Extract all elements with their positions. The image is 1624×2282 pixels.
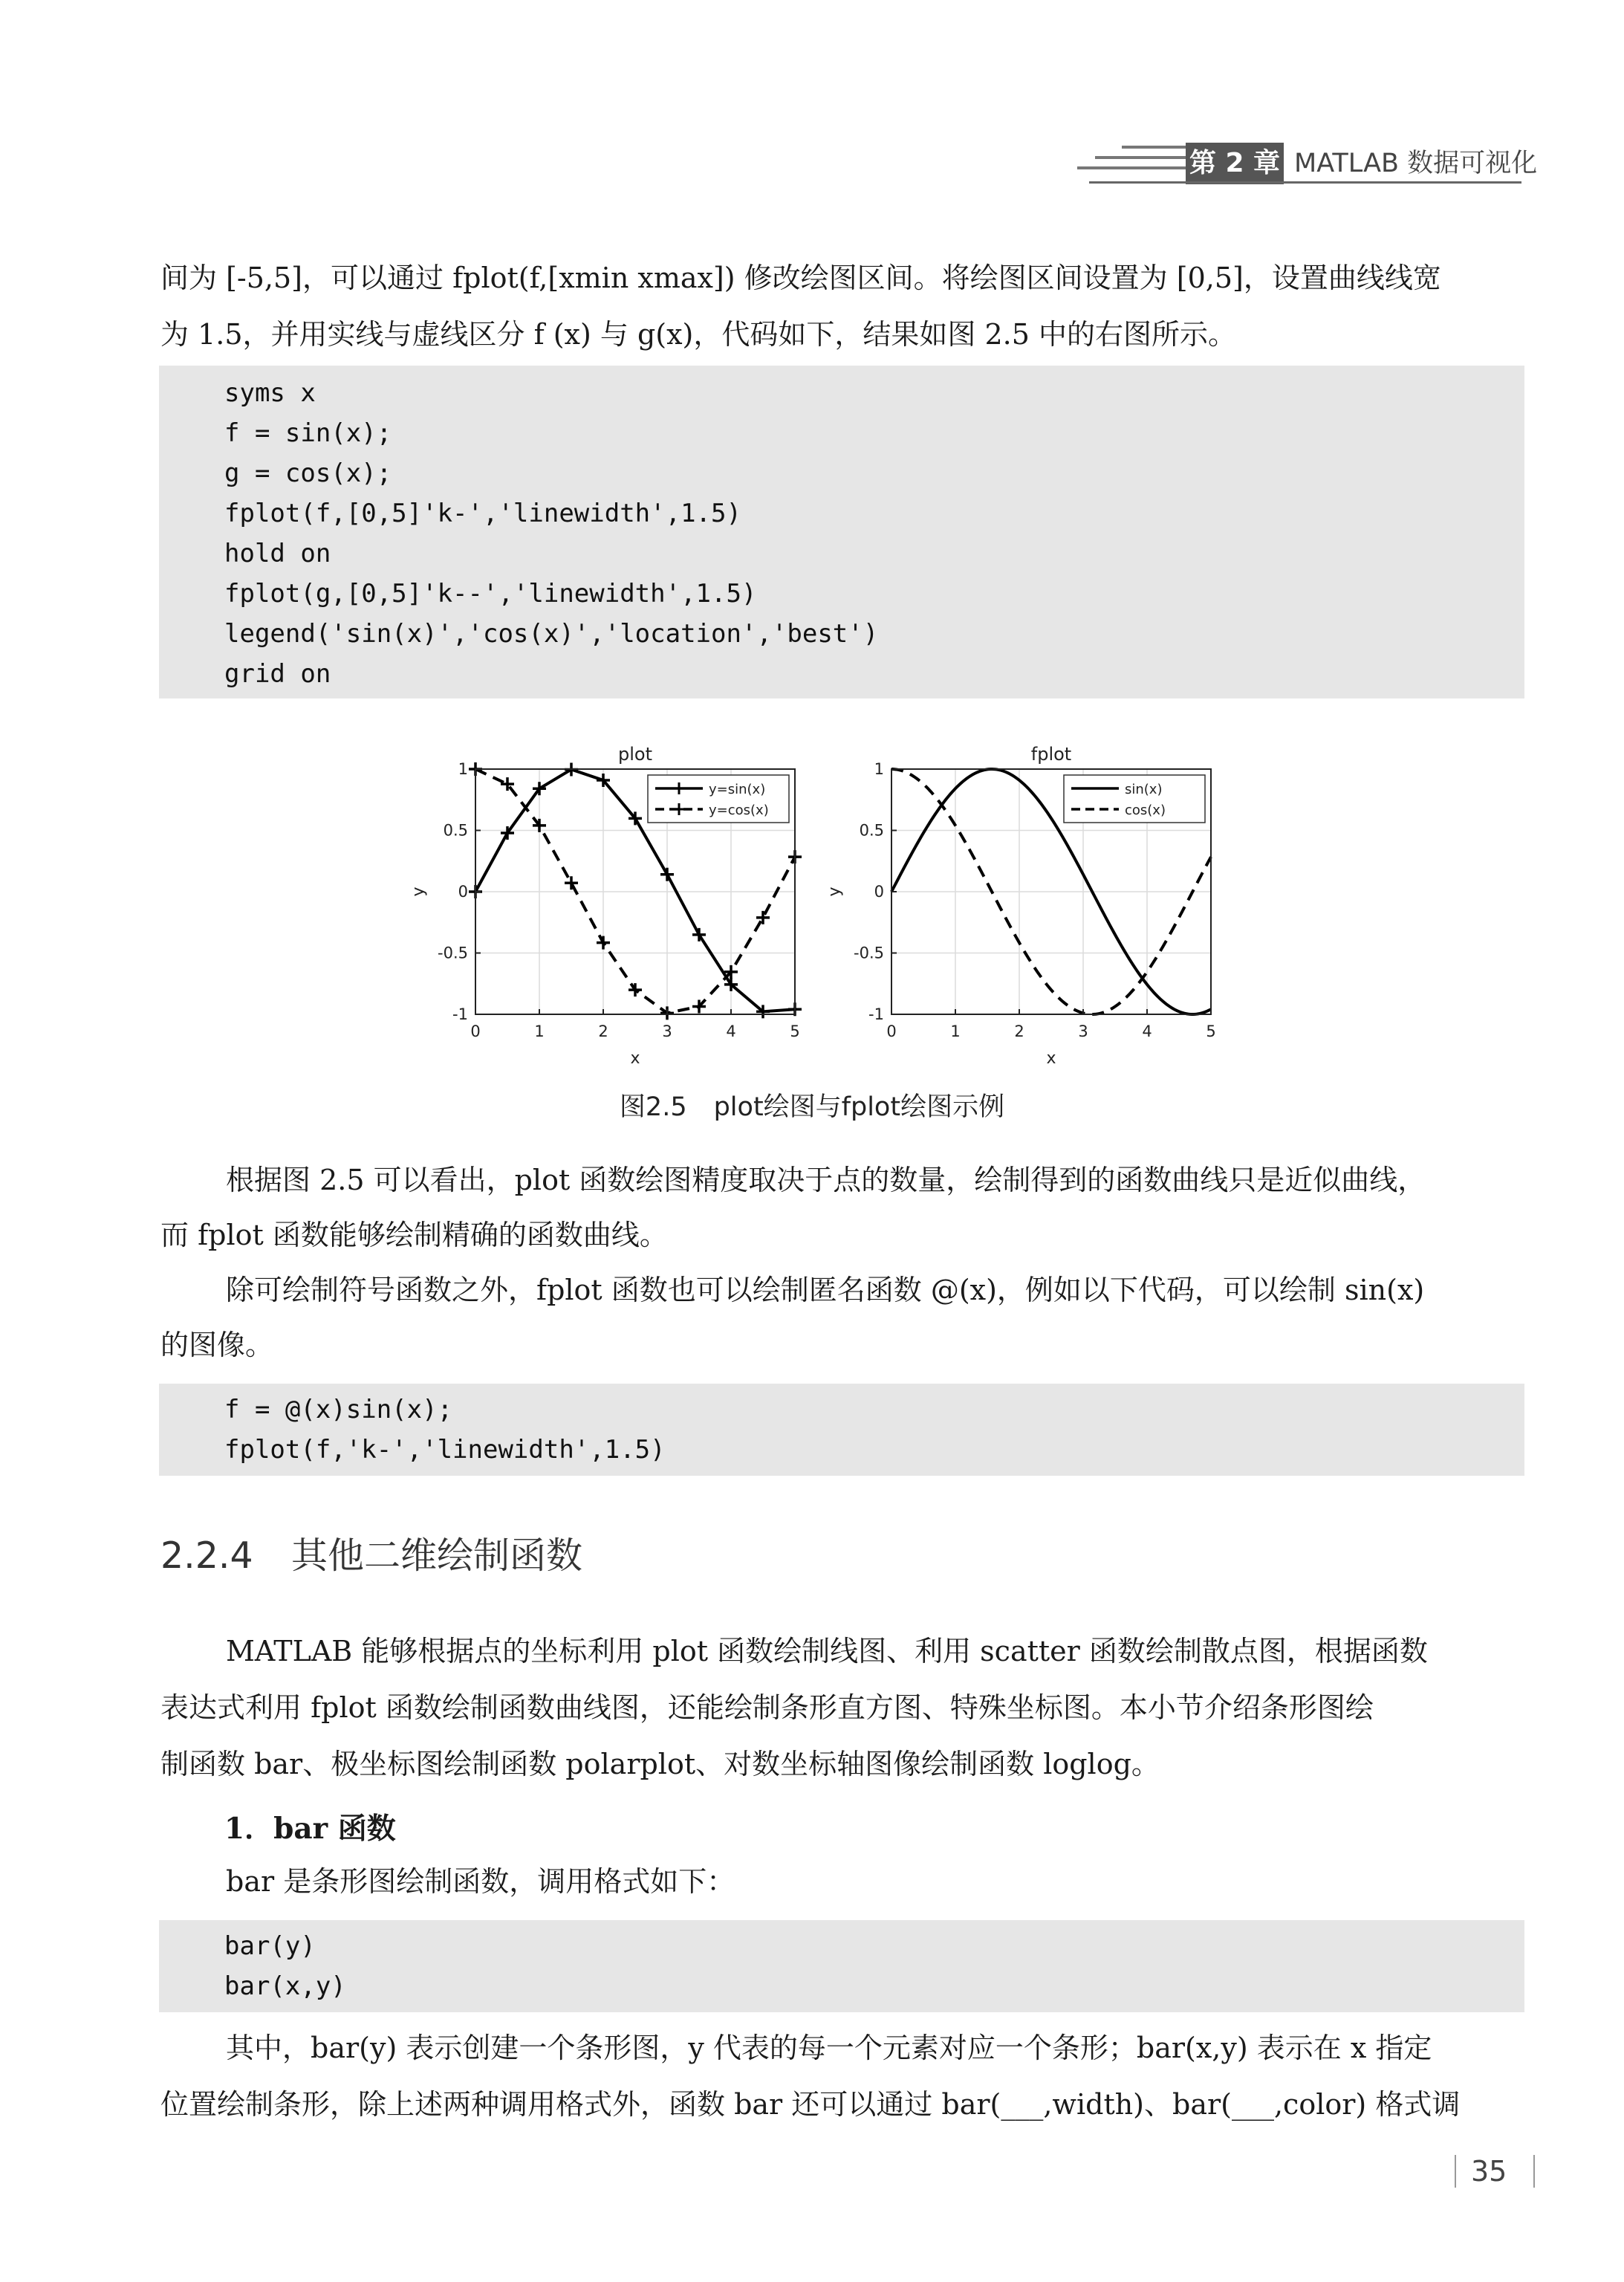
page-number: 35 (1471, 2155, 1507, 2188)
y-tick-label: 0 (458, 883, 468, 901)
y-tick-label: -1 (868, 1005, 884, 1023)
x-tick-label: 3 (1078, 1022, 1088, 1040)
x-tick-label: 0 (470, 1022, 481, 1040)
chart-fplot (825, 744, 1216, 1068)
para2-line-1: 根据图 2.5 可以看出，plot 函数绘图精度取决于点的数量，绘制得到的函数曲线只是近似曲线， (226, 1164, 1426, 1196)
header-rule (1089, 181, 1521, 184)
legend-label: sin(x) (1125, 782, 1163, 797)
x-axis-label: x (630, 1049, 640, 1068)
x-tick-label: 4 (726, 1022, 736, 1040)
page-number-bar-left (1455, 2155, 1456, 2188)
code-line: fplot(f,'k-','linewidth',1.5) (224, 1435, 666, 1465)
code-line: f = sin(x); (224, 418, 392, 448)
chart-plot (409, 744, 802, 1068)
legend-label: cos(x) (1125, 803, 1166, 818)
x-tick-label: 1 (950, 1022, 961, 1040)
y-tick-label: -0.5 (854, 944, 884, 962)
code-line: legend('sin(x)','cos(x)','location','best') (224, 619, 879, 649)
x-tick-label: 0 (886, 1022, 897, 1040)
figure-number: 图2.5 (619, 1092, 687, 1122)
x-tick-label: 5 (790, 1022, 800, 1040)
para4-line-1: MATLAB 能够根据点的坐标利用 plot 函数绘制线图、利用 scatter 函数绘制散点图，根据函数 (226, 1635, 1428, 1667)
code-line: grid on (224, 659, 331, 689)
code-line: syms x (224, 378, 316, 408)
para3-line-2: 的图像。 (160, 1329, 274, 1361)
code-line: hold on (224, 539, 331, 568)
y-tick-label: 1 (458, 760, 468, 778)
section-title: 其他二维绘制函数 (291, 1534, 583, 1577)
y-axis-label: y (409, 886, 428, 897)
section-number: 2.2.4 (160, 1534, 253, 1577)
legend-label: y=sin(x) (709, 782, 766, 797)
chart-title: fplot (1030, 744, 1072, 765)
code-line: f = @(x)sin(x); (224, 1395, 453, 1424)
intro-line-2: 为 1.5，并用实线与虚线区分 f (x) 与 g(x)，代码如下，结果如图 2.5 中的右图所示。 (160, 318, 1236, 351)
chapter-badge: 第 2 章 (1186, 143, 1284, 184)
x-tick-label: 1 (534, 1022, 545, 1040)
chart-title: plot (618, 744, 652, 765)
figure-caption (0, 1086, 1624, 1124)
para6-line-2: 位置绘制条形，除上述两种调用格式外，函数 bar 还可以通过 bar(___,width)、bar(___,color) 格式调 (160, 2088, 1461, 2121)
y-tick-label: -1 (452, 1005, 468, 1023)
page-number-bar-right (1533, 2155, 1535, 2188)
figure-2-5 (386, 736, 1263, 1085)
figure-caption-text: plot绘图与fplot绘图示例 (713, 1092, 1005, 1122)
section-heading (160, 1527, 582, 1579)
code-line: g = cos(x); (224, 458, 392, 488)
para4-line-2: 表达式利用 fplot 函数绘制函数曲线图，还能绘制条形直方图、特殊坐标图。本小节介绍条形图绘 (160, 1691, 1374, 1724)
y-tick-label: 0.5 (859, 821, 884, 840)
code-block-3 (159, 1920, 1524, 2012)
subsection-heading: 1．bar 函数 (224, 1812, 396, 1846)
para3-line-1: 除可绘制符号函数之外，fplot 函数也可以绘制匿名函数 @(x)，例如以下代码，可以绘制 sin(x) (226, 1274, 1425, 1306)
x-axis-label: x (1046, 1049, 1056, 1068)
header-decoration-lines (1077, 143, 1186, 177)
y-tick-label: 0 (874, 883, 884, 901)
para2-line-2: 而 fplot 函数能够绘制精确的函数曲线。 (160, 1219, 668, 1251)
x-tick-label: 2 (598, 1022, 608, 1040)
intro-line-1: 间为 [-5,5]，可以通过 fplot(f,[xmin xmax]) 修改绘图区间。将绘图区间设置为 [0,5]，设置曲线线宽 (160, 262, 1441, 294)
para6-line-1: 其中，bar(y) 表示创建一个条形图，y 代表的每一个元素对应一个条形；bar(x,y) 表示在 x 指定 (226, 2032, 1432, 2064)
y-tick-label: 1 (874, 760, 884, 778)
para5: bar 是条形图绘制函数，调用格式如下： (226, 1865, 735, 1898)
code-line: fplot(f,[0,5]'k-','linewidth',1.5) (224, 499, 741, 528)
running-header-title: MATLAB 数据可视化 (1294, 149, 1538, 178)
x-tick-label: 3 (662, 1022, 672, 1040)
x-tick-label: 4 (1142, 1022, 1152, 1040)
x-tick-label: 5 (1206, 1022, 1216, 1040)
x-tick-label: 2 (1014, 1022, 1024, 1040)
y-axis-label: y (825, 886, 844, 897)
code-line: fplot(g,[0,5]'k--','linewidth',1.5) (224, 579, 757, 609)
y-tick-label: -0.5 (438, 944, 468, 962)
code-block-2 (159, 1384, 1524, 1476)
code-line: bar(x,y) (224, 1971, 346, 2001)
y-tick-label: 0.5 (443, 821, 468, 840)
para4-line-3: 制函数 bar、极坐标图绘制函数 polarplot、对数坐标轴图像绘制函数 loglog。 (160, 1748, 1160, 1780)
code-line: bar(y) (224, 1931, 316, 1961)
legend-label: y=cos(x) (709, 803, 769, 818)
code-block-1 (159, 366, 1524, 698)
